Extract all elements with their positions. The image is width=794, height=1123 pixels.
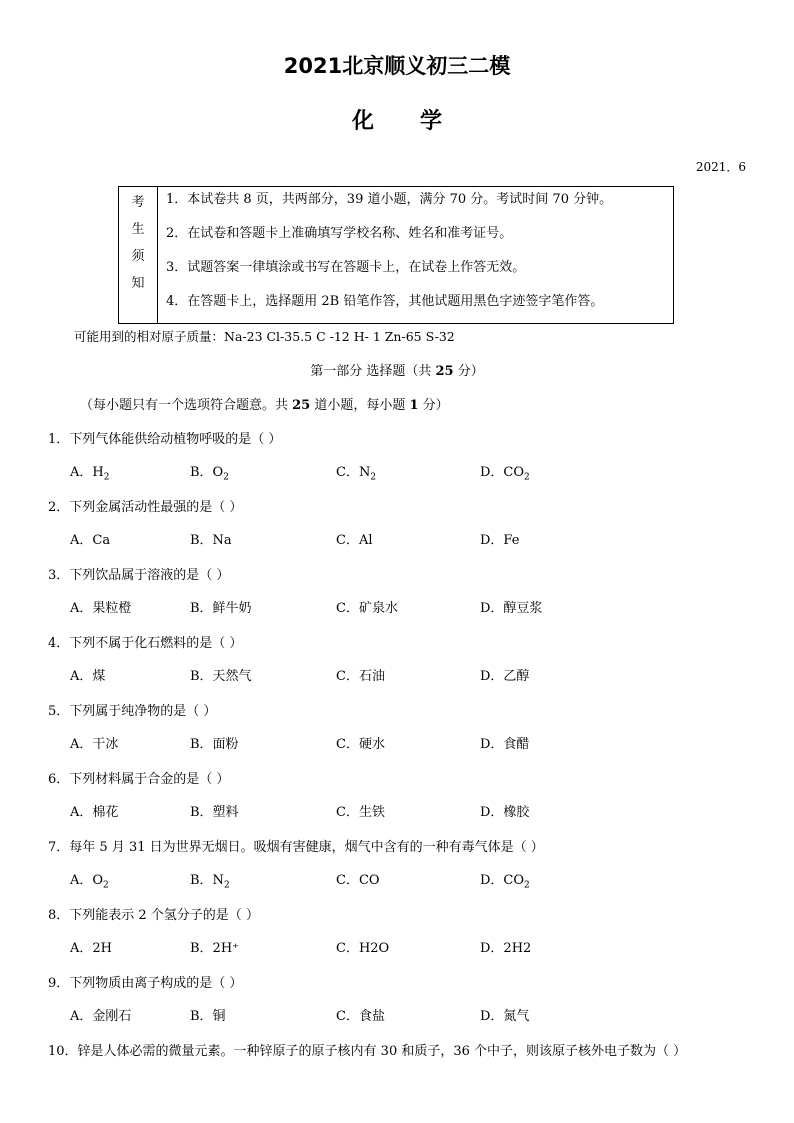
option-text: D．醇豆浆 — [480, 601, 543, 616]
answer-option — [190, 733, 239, 752]
answer-option — [70, 597, 131, 616]
question-stem: 2．下列金属活动性最强的是（ ） — [48, 500, 243, 515]
option-text: C．生铁 — [336, 805, 385, 820]
answer-option — [336, 801, 385, 820]
notice-heading-char: 考 — [131, 195, 145, 210]
option-text: A．煤 — [70, 669, 106, 684]
page-title: 2021北京顺义初三二模 — [283, 54, 511, 78]
option-text: D．食醋 — [480, 737, 530, 752]
part-one-heading — [0, 360, 794, 379]
notice-box — [118, 186, 674, 324]
instr-a: （每小题只有一个选项符合题意。共 — [80, 398, 293, 413]
option-text: B．面粉 — [190, 737, 239, 752]
question-stem: 3．下列饮品属于溶液的是（ ） — [48, 568, 230, 583]
answer-option — [480, 1005, 529, 1024]
option-text: A．干冰 — [70, 737, 119, 752]
answer-option — [70, 461, 109, 483]
answer-option — [70, 529, 110, 548]
option-text: B．Na — [190, 533, 232, 548]
exam-date: 2021．6 — [695, 160, 746, 174]
option-subscript: 2 — [223, 880, 230, 891]
instr-c: 分） — [418, 398, 449, 413]
instr-count: 25 — [292, 398, 311, 413]
option-text: B．铜 — [190, 1009, 226, 1024]
option-text: A．棉花 — [70, 805, 119, 820]
notice-body — [158, 187, 673, 323]
option-text: D．Fe — [480, 533, 520, 548]
instr-b: 道小题，每小题 — [310, 398, 410, 413]
option-subscript: 2 — [223, 472, 229, 483]
option-text: D．CO — [480, 873, 525, 888]
option-text: C．石油 — [336, 669, 385, 684]
answer-option — [190, 461, 229, 483]
option-text: C．CO — [336, 873, 380, 888]
option-text: A．果粒橙 — [70, 601, 132, 616]
option-text: D．橡胶 — [480, 805, 530, 820]
option-text: A．H — [70, 465, 104, 480]
answer-option — [480, 869, 530, 891]
answer-option — [190, 937, 239, 956]
question-stem: 5．下列属于纯净物的是（ ） — [48, 704, 217, 719]
answer-option — [480, 665, 529, 684]
atomic-masses: 可能用到的相对原子质量：Na-23 Cl-35.5 C -12 H- 1 Zn-65 S-32 — [74, 329, 455, 344]
answer-option — [70, 665, 105, 684]
option-text: B．N — [190, 873, 224, 888]
answer-option — [70, 937, 112, 956]
subject-title: 化学 — [351, 109, 488, 134]
option-subscript: 2 — [103, 472, 110, 483]
option-text: C．H2O — [336, 941, 390, 956]
question-stem: 6．下列材料属于合金的是（ ） — [48, 772, 230, 787]
notice-line: 4．在答题卡上，选择题用 2B 铅笔作答，其他试题用黑色字迹签字笔作答。 — [166, 294, 604, 309]
answer-option — [190, 529, 232, 548]
answer-option — [480, 597, 542, 616]
answer-option — [480, 529, 519, 548]
instr-each: 1 — [409, 398, 419, 413]
question-stem: 10．锌是人体必需的微量元素。一种锌原子的原子核内有 30 和质子，36 个中子，则该原子核外电子数为（ ） — [48, 1044, 687, 1059]
option-text: D．氮气 — [480, 1009, 530, 1024]
question-stem: 8．下列能表示 2 个氢分子的是（ ） — [48, 908, 259, 923]
answer-option — [190, 869, 230, 891]
answer-option — [70, 1005, 131, 1024]
answer-option — [190, 801, 239, 820]
answer-option — [336, 733, 385, 752]
answer-option — [190, 1005, 226, 1024]
option-text: B．鲜牛奶 — [190, 601, 252, 616]
option-text: A．2H — [70, 941, 112, 956]
answer-option — [336, 461, 376, 483]
option-text: A．O — [70, 873, 104, 888]
answer-option — [336, 665, 385, 684]
notice-line: 3．试题答案一律填涂或书写在答题卡上，在试卷上作答无效。 — [166, 260, 526, 275]
notice-heading — [119, 187, 158, 323]
option-subscript: 2 — [524, 472, 530, 483]
notice-line: 2．在试卷和答题卡上准确填写学校名称、姓名和准考证号。 — [166, 226, 513, 241]
question-stem: 1．下列气体能供给动植物呼吸的是（ ） — [48, 432, 282, 447]
option-text: C．硬水 — [336, 737, 385, 752]
answer-option — [480, 733, 529, 752]
option-text: B．2H⁺ — [190, 941, 240, 956]
question-stem: 7．每年 5 月 31 日为世界无烟日。吸烟有害健康，烟气中含有的一种有毒气体是（ ） — [48, 840, 544, 855]
option-subscript: 2 — [524, 880, 530, 891]
answer-option — [70, 733, 118, 752]
answer-option — [336, 869, 380, 888]
section-instructions — [80, 394, 449, 413]
option-text: A．Ca — [70, 533, 111, 548]
answer-option — [480, 801, 529, 820]
option-text: C．Al — [336, 533, 373, 548]
option-text: A．金刚石 — [70, 1009, 132, 1024]
answer-option — [190, 665, 252, 684]
option-text: D．CO — [480, 465, 525, 480]
part-one-post: 分） — [453, 364, 484, 379]
answer-option — [336, 597, 398, 616]
notice-line: 1．本试卷共 8 页，共两部分，39 道小题，满分 70 分。考试时间 70 分钟。 — [166, 192, 613, 207]
part-one-pre: 第一部分 选择题（共 — [310, 364, 436, 379]
option-text: B．塑料 — [190, 805, 239, 820]
answer-option — [336, 937, 389, 956]
option-text: B．O — [190, 465, 224, 480]
answer-option — [480, 461, 530, 483]
answer-option — [190, 597, 252, 616]
option-text: C．N — [336, 465, 371, 480]
answer-option — [336, 529, 373, 548]
option-text: C．矿泉水 — [336, 601, 398, 616]
option-text: C．食盐 — [336, 1009, 385, 1024]
answer-option — [70, 801, 118, 820]
option-text: D．2H2 — [480, 941, 532, 956]
question-stem: 9．下列物质由离子构成的是（ ） — [48, 976, 243, 991]
answer-option — [480, 937, 531, 956]
answer-option — [336, 1005, 385, 1024]
question-stem: 4．下列不属于化石燃料的是（ ） — [48, 636, 243, 651]
option-subscript: 2 — [103, 880, 109, 891]
notice-heading-char: 生 — [131, 222, 145, 237]
notice-heading-char: 须 — [131, 249, 145, 264]
answer-option — [70, 869, 109, 891]
notice-heading-char: 知 — [131, 276, 145, 291]
option-text: D．乙醇 — [480, 669, 530, 684]
part-one-score: 25 — [435, 364, 454, 379]
option-subscript: 2 — [370, 472, 377, 483]
option-text: B．天然气 — [190, 669, 252, 684]
